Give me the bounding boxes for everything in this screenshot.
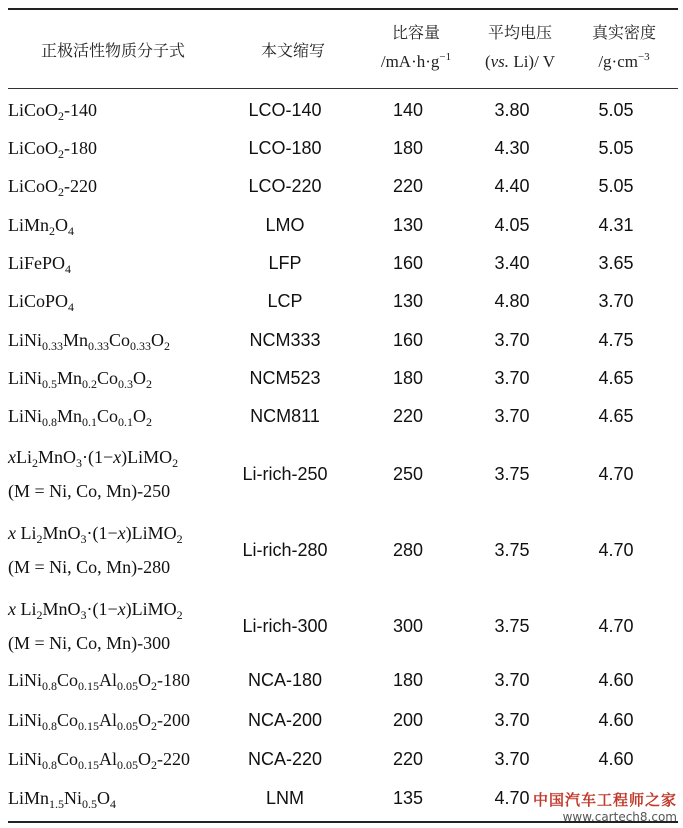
cell-abbreviation: Li-rich-300: [242, 616, 328, 636]
watermark-url: www.cartech8.com: [562, 810, 677, 824]
cell-capacity: 160: [392, 330, 424, 350]
cell-density: 5.05: [598, 176, 634, 196]
watermark-name: 中国汽车工程师之家: [532, 791, 677, 809]
cell-formula: LiCoO$_2$-220: [8, 176, 98, 199]
cell-abbreviation: LCO-180: [248, 138, 322, 158]
cell-abbreviation: Li-rich-250: [242, 464, 328, 484]
cell-voltage: 3.70: [494, 710, 530, 730]
header-voltage-unit: (vs. Li)/ V: [484, 52, 556, 71]
cell-formula: $LiNi_{0.33}Mn_{0.33}Co_{0.33}O_2$: [8, 330, 171, 353]
cell-density: 4.31: [598, 215, 634, 235]
cell-capacity: 220: [392, 406, 424, 426]
cell-voltage: 3.70: [494, 749, 530, 769]
cell-density: 4.65: [598, 368, 634, 388]
cell-density: 4.60: [598, 670, 634, 690]
cell-capacity: 220: [392, 176, 424, 196]
cell-formula: x $Li_2MnO_3\cdot(1-x)LiMO_2$: [8, 523, 183, 546]
cell-density: 4.70: [598, 464, 634, 484]
cell-formula-line2: (M = Ni, Co, Mn)-300: [8, 633, 171, 653]
header-capacity-unit: $/mA\cdot h\cdot g^{-1}$: [380, 51, 452, 71]
cell-voltage: 3.70: [494, 368, 530, 388]
cell-abbreviation: NCM811: [250, 406, 320, 426]
cell-voltage: 3.70: [494, 670, 530, 690]
cell-capacity: 180: [392, 138, 424, 158]
cell-capacity: 160: [392, 253, 424, 273]
cell-formula: $LiMn_2O_4$: [8, 215, 75, 238]
cell-abbreviation: NCA-180: [247, 670, 323, 690]
table-header-rule: [8, 88, 678, 89]
cell-formula: $LiNi_{0.8}Co_{0.15}Al_{0.05}O_2-200$: [8, 710, 191, 733]
header-density-unit: $/g\cdot cm^{-3}$: [598, 51, 650, 71]
cell-capacity: 180: [392, 670, 424, 690]
cell-density: 4.70: [598, 540, 634, 560]
header-formula: [8, 8, 218, 88]
cell-capacity: 180: [392, 368, 424, 388]
cell-density: 3.65: [598, 253, 634, 273]
cell-density: 5.05: [598, 100, 634, 120]
cell-formula-line2: (M = Ni, Co, Mn)-250: [8, 481, 171, 501]
cell-abbreviation: LCO-140: [248, 100, 322, 120]
header-density-label: 真实密度: [591, 23, 656, 42]
cell-formula: x $Li_2MnO_3\cdot(1-x)LiMO_2$: [8, 599, 183, 622]
cell-abbreviation: Li-rich-280: [242, 540, 328, 560]
cell-voltage: 3.75: [494, 540, 530, 560]
cell-formula: xLi$_2$MnO$_3$·(1−x)LiMO$_2$: [8, 447, 179, 470]
cell-formula: $LiNi_{0.8}Co_{0.15}Al_{0.05}O_2-180$: [8, 670, 191, 693]
cell-density: 4.60: [598, 749, 634, 769]
cell-abbreviation: NCM523: [249, 368, 321, 388]
cell-density: 4.75: [598, 330, 634, 350]
cell-voltage: 4.40: [494, 176, 530, 196]
header-formula-label: 正极活性物质分子式: [40, 41, 185, 60]
cell-voltage: 3.75: [494, 616, 530, 636]
cell-voltage: 3.40: [494, 253, 530, 273]
cell-capacity: 130: [392, 291, 424, 311]
cell-voltage: 3.70: [494, 406, 530, 426]
header-voltage: [474, 8, 566, 88]
cell-voltage: 3.70: [494, 330, 530, 350]
cell-voltage: 4.05: [494, 215, 530, 235]
header-capacity-label: 比容量: [391, 23, 440, 42]
header-capacity: [376, 8, 456, 88]
cell-abbreviation: LMO: [265, 215, 305, 235]
cell-capacity: 135: [392, 788, 424, 808]
cell-abbreviation: NCA-220: [247, 749, 323, 769]
cell-density: 3.70: [598, 291, 634, 311]
cell-capacity: 200: [392, 710, 424, 730]
cell-formula: LiCoPO$_4$: [8, 291, 75, 314]
cell-voltage: 3.75: [494, 464, 530, 484]
cell-density: 4.70: [598, 616, 634, 636]
cell-formula: LiCoO$_2$-140: [8, 100, 98, 123]
cell-formula: $LiNi_{0.5}Mn_{0.2}Co_{0.3}O_2$: [8, 368, 153, 391]
cell-voltage: 4.80: [494, 291, 530, 311]
cell-density: 4.65: [598, 406, 634, 426]
cell-capacity: 220: [392, 749, 424, 769]
cell-capacity: 140: [392, 100, 424, 120]
cell-voltage: 4.70: [494, 788, 530, 808]
cell-density: 4.60: [598, 710, 634, 730]
cell-abbreviation: LCO-220: [248, 176, 322, 196]
header-abbreviation: [226, 8, 360, 88]
cell-capacity: 250: [392, 464, 424, 484]
cell-formula: $LiNi_{0.8}Mn_{0.1}Co_{0.1}O_2$: [8, 406, 153, 429]
cell-formula: $LiMn_{1.5}Ni_{0.5}O_4$: [8, 788, 117, 811]
cell-abbreviation: NCM333: [249, 330, 321, 350]
cell-formula: LiFePO$_4$: [8, 253, 72, 276]
cell-capacity: 300: [392, 616, 424, 636]
cell-voltage: 4.30: [494, 138, 530, 158]
cell-abbreviation: LNM: [265, 788, 304, 808]
cell-capacity: 280: [392, 540, 424, 560]
cell-capacity: 130: [392, 215, 424, 235]
cell-formula-line2: (M = Ni, Co, Mn)-280: [8, 557, 171, 577]
cell-abbreviation: LCP: [267, 291, 303, 311]
cell-formula: LiCoO$_2$-180: [8, 138, 98, 161]
cell-formula: $LiNi_{0.8}Co_{0.15}Al_{0.05}O_2-220$: [8, 749, 191, 772]
header-density: [578, 8, 670, 88]
cell-density: 5.05: [598, 138, 634, 158]
watermark: [533, 789, 677, 824]
cell-abbreviation: NCA-200: [247, 710, 323, 730]
header-voltage-label: 平均电压: [487, 23, 552, 42]
header-abbreviation-label: 本文缩写: [260, 41, 325, 60]
cell-voltage: 3.80: [494, 100, 530, 120]
cell-abbreviation: LFP: [268, 253, 302, 273]
